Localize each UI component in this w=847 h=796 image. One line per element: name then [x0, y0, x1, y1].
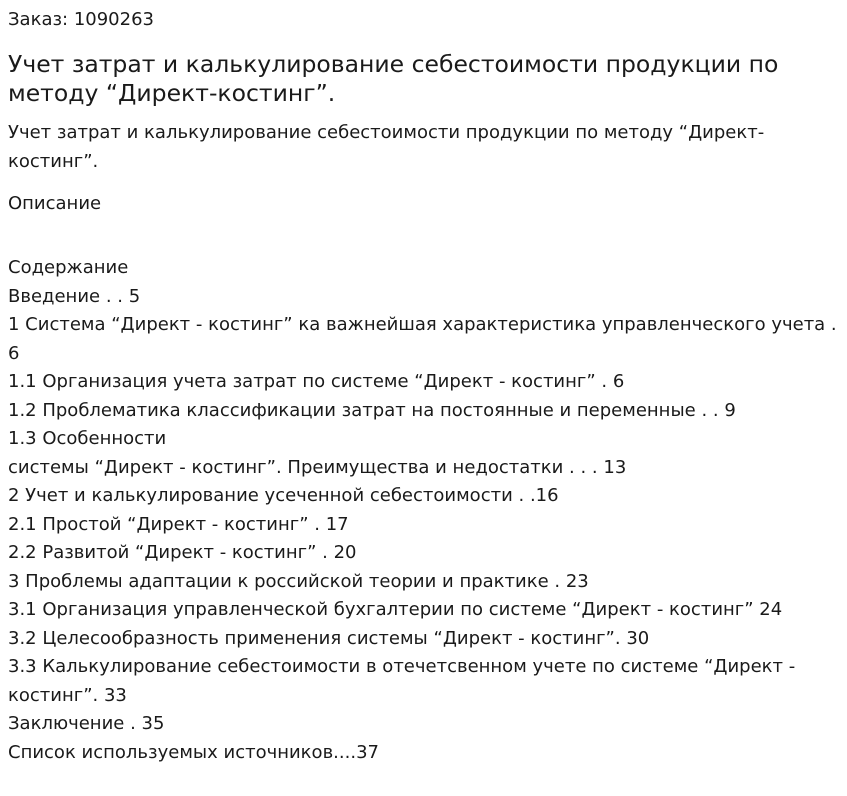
table-of-contents — [8, 254, 839, 767]
toc-entry: 1.1 Организация учета затрат по системе “Директ - костинг” . 6 — [8, 371, 625, 392]
toc-entry: 3.3 Калькулирование себестоимости в отечетсвенном учете по системе “Директ - костинг”. 33 — [8, 656, 796, 706]
toc-entry: 2.1 Простой “Директ - костинг” . 17 — [8, 513, 349, 535]
toc-entry: системы “Директ - костинг”. Преимущества и недостатки . . . 13 — [8, 456, 627, 478]
document-title: Учет затрат и калькулирование себестоимости продукции по методу “Директ-костинг”. — [8, 50, 779, 107]
toc-entry: 3 Проблемы адаптации к российской теории и практике . 23 — [8, 570, 589, 592]
toc-entry: 3.2 Целесообразность применения системы “Директ - костинг”. 30 — [8, 627, 650, 649]
toc-entry: Введение . . 5 — [8, 285, 141, 307]
toc-entry: 3.1 Организация управленческой бухгалтерии по системе “Директ - костинг” 24 — [8, 599, 783, 620]
toc-entry: 2 Учет и калькулирование усеченной себестоимости . .16 — [8, 485, 559, 506]
toc-entry: Заключение . 35 — [8, 713, 165, 734]
toc-entry: 1 Система “Директ - костинг” ка важнейшая характеристика управленческого учета . 6 — [8, 314, 837, 364]
document-subtitle: Учет затрат и калькулирование себестоимости продукции по методу “Директ-костинг”. — [8, 122, 765, 172]
description-heading: Описание — [8, 193, 102, 214]
toc-entry: 2.2 Развитой “Директ - костинг” . 20 — [8, 542, 357, 563]
toc-entry: 1.3 Особенности — [8, 428, 167, 449]
toc-entry: 1.2 Проблематика классификации затрат на постоянные и переменные . . 9 — [8, 399, 736, 421]
toc-entry: Список используемых источников....37 — [8, 741, 379, 763]
toc-heading: Содержание — [8, 257, 129, 278]
order-number: Заказ: 1090263 — [8, 9, 154, 30]
